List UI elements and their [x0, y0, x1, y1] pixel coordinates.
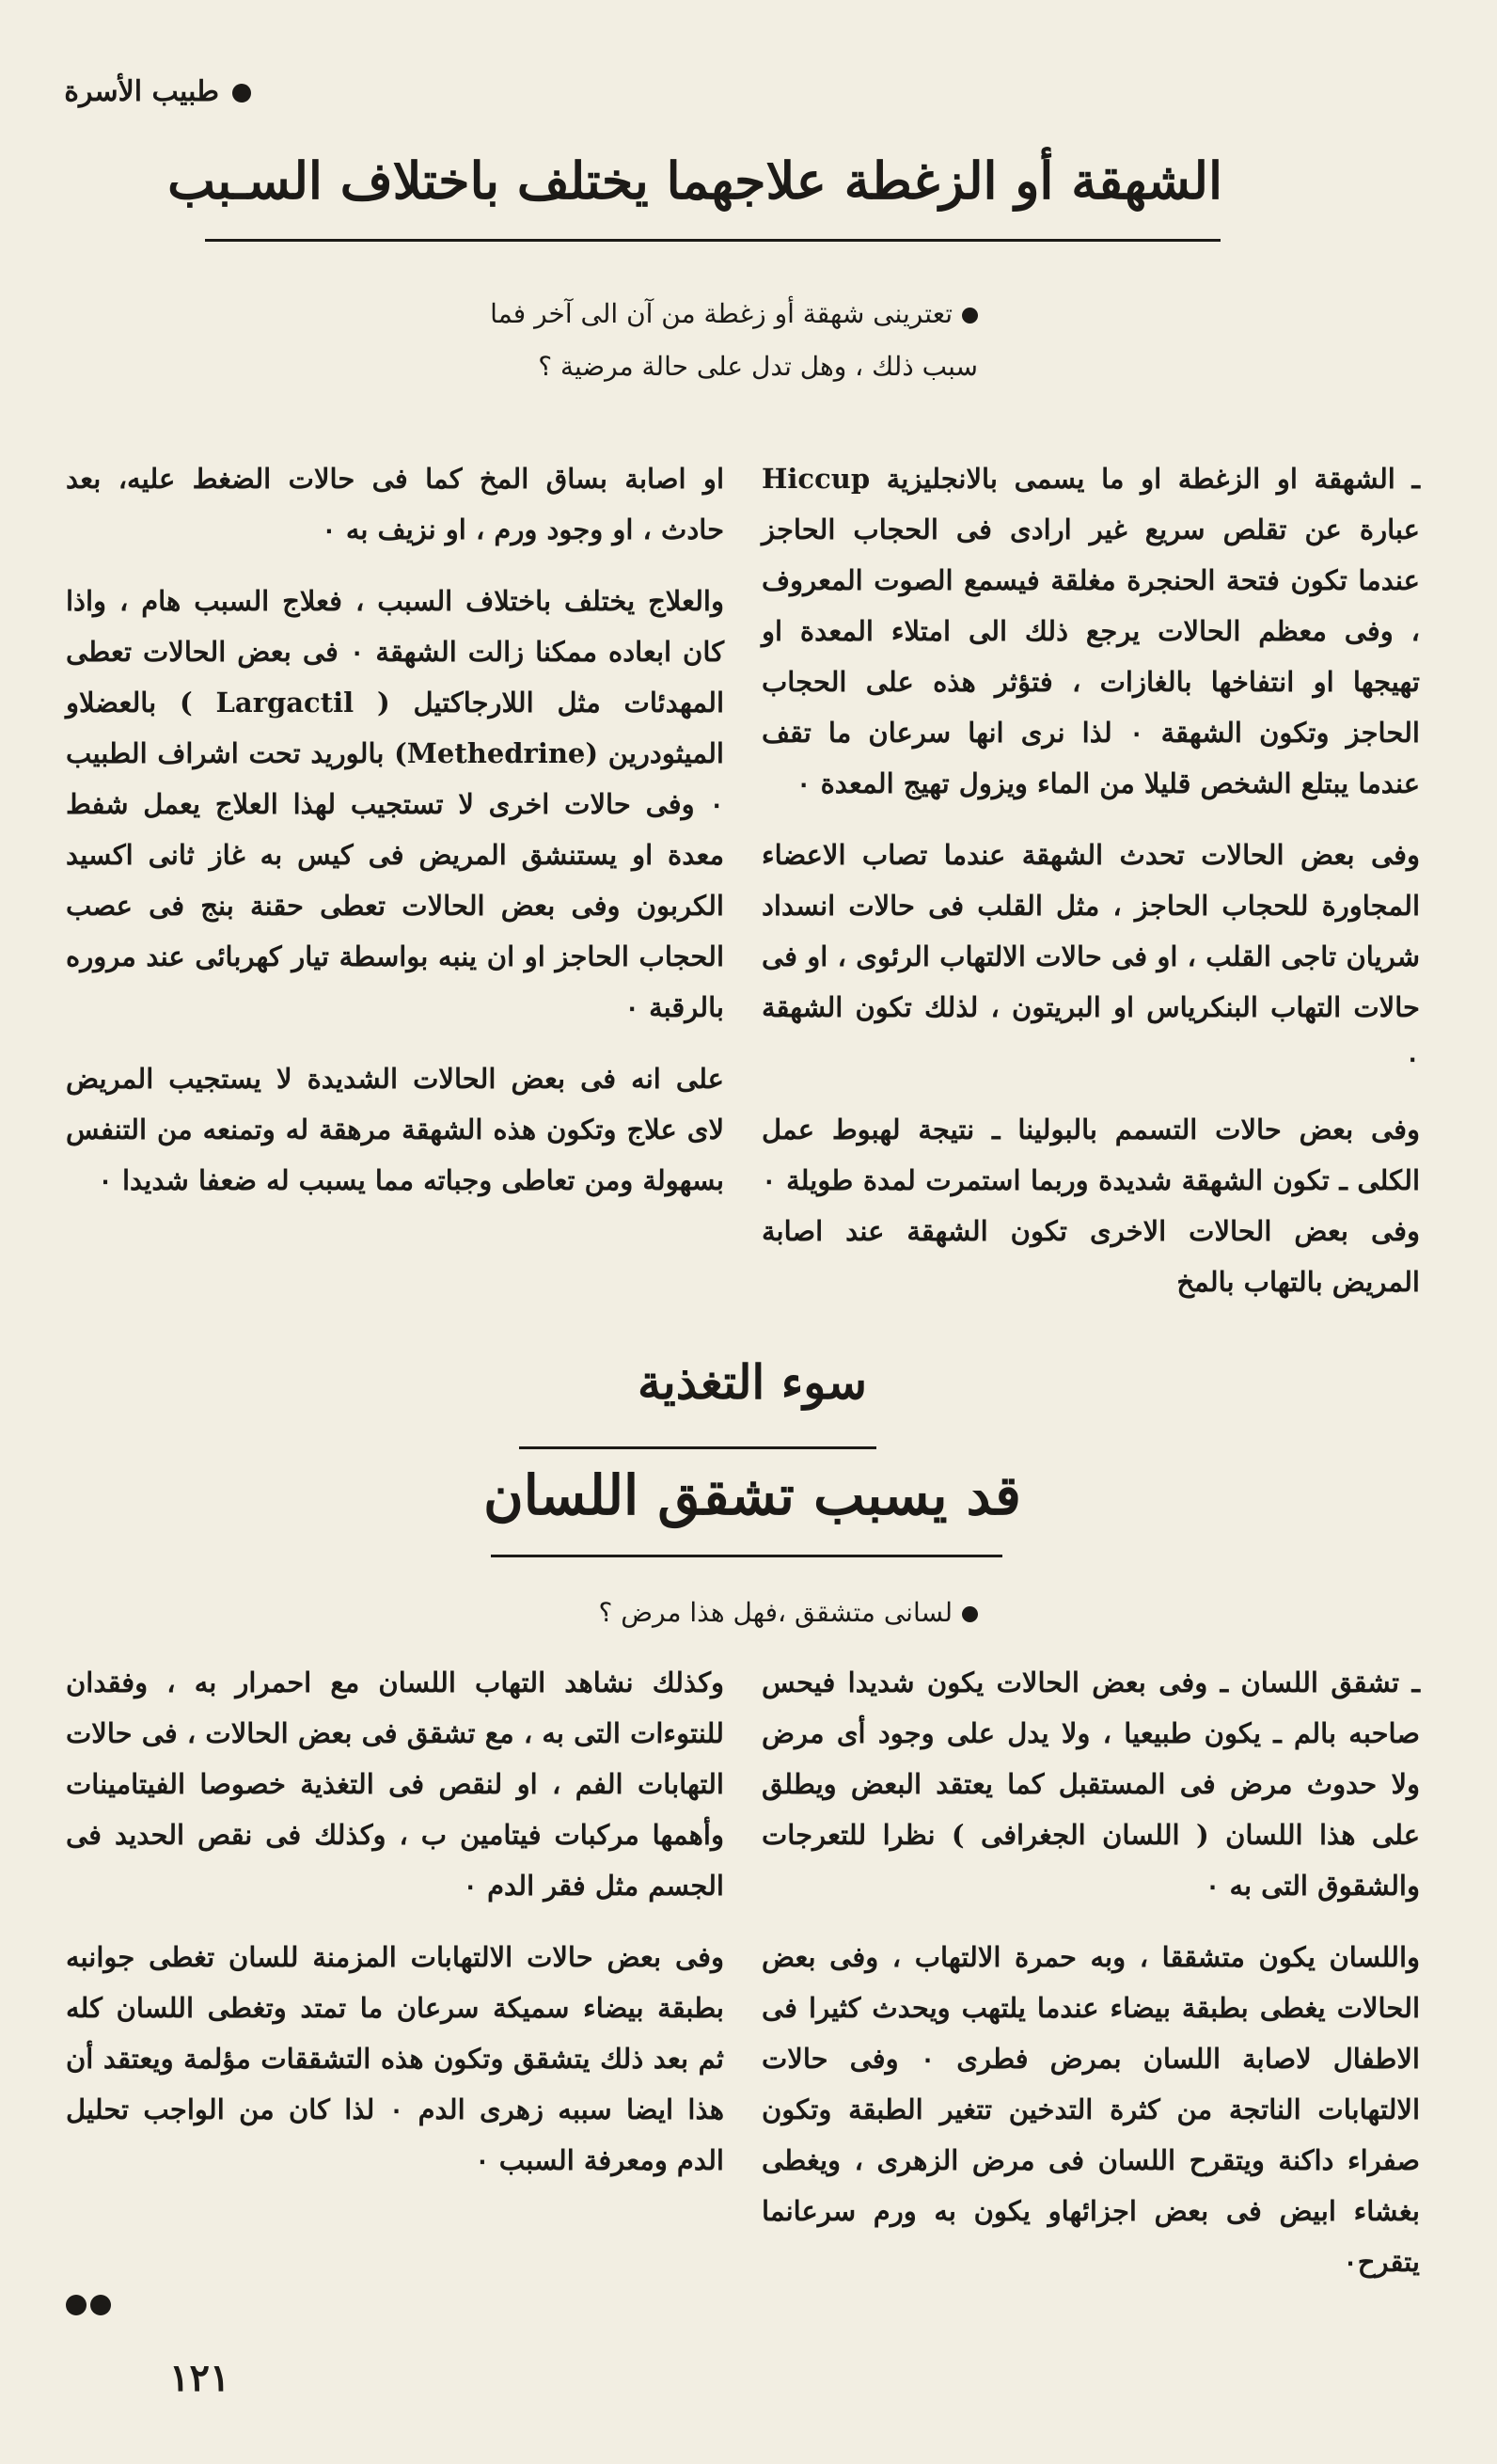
article1-question [433, 288, 978, 393]
page-number: ١٢١ [169, 2356, 230, 2400]
article1-left-paragraph: على انه فى بعض الحالات الشديدة لا يستجيب المريض لاى علاج وتكون هذه الشهقة مرهقة له وتمنعه من التنفس بسهولة ومن تعاطى وجباته مما يسبب له ضعفا شديدا ٠ [66, 1063, 724, 1196]
section-label [44, 75, 251, 108]
article2-question-text: لسانى متشقق ،فهل هذا مرض ؟ [598, 1597, 953, 1628]
article1-left-paragraph: والعلاج يختلف باختلاف السبب ، فعلاج السبب هام ، واذا كان ابعاده ممكنا زالت الشهقة ٠ فى بعض الحالات تعطى المهدئات مثل اللارجاكتيل ( Largactil ) بالعضلاو الميثودرين (Methedrine) بالوريد تحت اشراف الطبيب ٠ وفى حالات اخرى لا تستجيب لهذا العلاج يعمل شفط معدة او يستنشق المريض فى كيس به غاز ثانى اكسيد الكربون وفى بعض الحالات تعطى حقنة بنج فى عصب الحجاب الحاجز او ان ينبه بواسطة تيار كهربائى عند مروره بالرقبة ٠ [66, 585, 724, 1023]
article2-left-paragraph: وكذلك نشاهد التهاب اللسان مع احمرار به ، وفقدان للنتوءات التى به ، مع تشقق فى بعض الحالات ، فى حالات التهابات الفم ، او لنقص فى التغذية خصوصا الفيتامينات وأهمها مركبات فيتامين ب ، وكذلك فى نقص الحديد فى الجسم مثل فقر الدم ٠ [66, 1666, 724, 1902]
bullet-icon [962, 308, 978, 324]
article2-left-column [66, 1657, 724, 2206]
article2-right-column [762, 1657, 1420, 2308]
end-marker-icon [66, 2295, 150, 2323]
article1-right-paragraph: وفى بعض الحالات تحدث الشهقة عندما تصاب الاعضاء المجاورة للحجاب الحاجز ، مثل القلب فى حالات انسداد شريان تاجى القلب ، او فى حالات الالتهاب الرئوى ، او فى حالات التهاب البنكرياس او البريتون ، لذلك تكون الشهقة ٠ [762, 839, 1420, 1074]
article2-right-paragraph: ـ تشقق اللسان ـ وفى بعض الحالات يكون شديدا فيحس صاحبه بالم ـ يكون طبيعيا ، ولا يدل على وجود أى مرض ولا حدوث مرض فى المستقبل كما يعتقد البعض ويطلق على هذا اللسان ( اللسان الجغرافى ) نظرا للتعرجات والشقوق التى به ٠ [762, 1666, 1420, 1902]
section-label-text: طبيب الأسرة [64, 75, 219, 108]
article1-right-paragraph: وفى بعض حالات التسمم بالبولينا ـ نتيجة لهبوط عمل الكلى ـ تكون الشهقة شديدة وربما استمرت لمدة طويلة ٠ وفى بعض الحالات الاخرى تكون الشهقة عند اصابة المريض بالتهاب بالمخ [762, 1114, 1420, 1298]
article2-title-line1: سوء التغذية [638, 1354, 867, 1410]
bullet-icon [232, 84, 251, 103]
dot-icon [90, 2295, 111, 2315]
article1-title: الشهقة أو الزغطة علاجهما يختلف باختلاف السـبب [167, 150, 1222, 211]
article2-title-line2: قد يسبب تشقق اللسان [483, 1463, 1021, 1527]
article1-right-paragraph: ـ الشهقة او الزغطة او ما يسمى بالانجليزية Hiccup عبارة عن تقلص سريع غير ارادى فى الحجاب الحاجز عندما تكون فتحة الحنجرة مغلقة فيسمع الصوت المعروف ، وفى معظم الحالات يرجع ذلك الى امتلاء المعدة او تهيجها او انتفاخها بالغازات ، فتؤثر هذه على الحجاب الحاجز وتكون الشهقة ٠ لذا نرى انها سرعان ما تقف عندما يبتلع الشخص قليلا من الماء ويزول تهيج المعدة ٠ [762, 463, 1420, 799]
bullet-icon [962, 1606, 978, 1622]
article2-question [395, 1589, 978, 1636]
article2-title-line2-underline [491, 1555, 1002, 1557]
article1-title-underline [205, 239, 1221, 242]
article2-right-paragraph: واللسان يكون متشققا ، وبه حمرة الالتهاب ، وفى بعض الحالات يغطى بطبقة بيضاء عندما يلتهب ويحدث كثيرا فى الاطفال لاصابة اللسان بمرض فطرى ٠ وفى حالات الالتهابات الناتجة من كثرة التدخين تتغير الطبقة وتكون صفراء داكنة ويتقرح اللسان فى مرض الزهرى ، ويغطى بغشاء ابيض فى بعض اجزائهاو يكون به ورم سرعانما يتقرح٠ [762, 1941, 1420, 2278]
article1-right-column [762, 453, 1420, 1328]
article2-left-paragraph: وفى بعض حالات الالتهابات المزمنة للسان تغطى جوانبه بطبقة بيضاء سميكة سرعان ما تمتد وتغطى اللسان كله ثم بعد ذلك يتشقق وتكون هذه التشققات مؤلمة ويعتقد أن هذا ايضا سببه زهرى الدم ٠ لذا كان من الواجب تحليل الدم ومعرفة السبب ٠ [66, 1941, 724, 2176]
article1-left-column [66, 453, 724, 1226]
article1-question-text: تعترينى شهقة أو زغطة من آن الى آخر فما سبب ذلك ، وهل تدل على حالة مرضية ؟ [490, 298, 978, 382]
article2-title-line1-underline [519, 1446, 876, 1449]
dot-icon [66, 2295, 87, 2315]
article1-left-paragraph: او اصابة بساق المخ كما فى حالات الضغط عليه، بعد حادث ، او وجود ورم ، او نزيف به ٠ [66, 463, 724, 545]
